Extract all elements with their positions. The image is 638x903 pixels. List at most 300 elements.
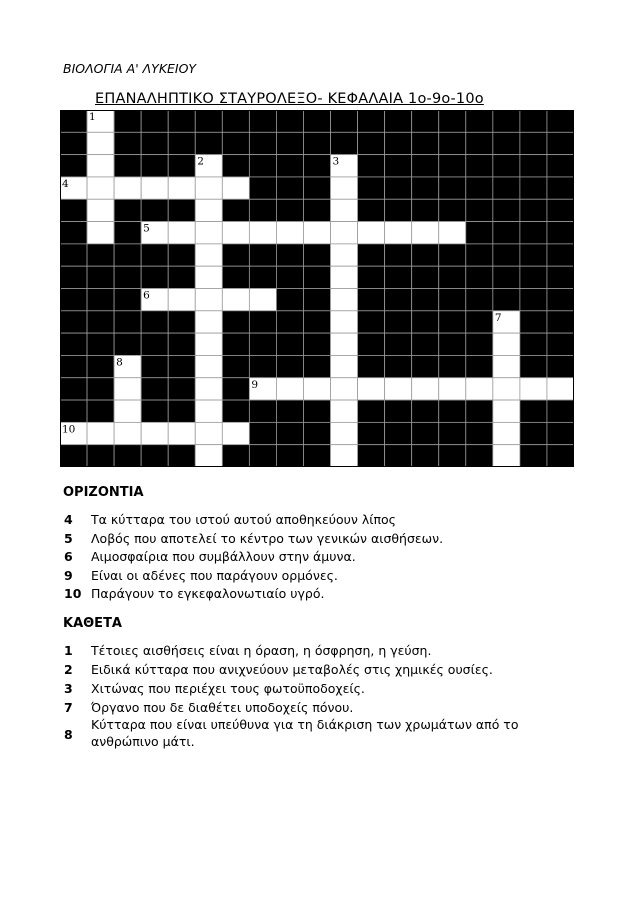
crossword-cell-blocked [303,132,330,154]
crossword-cell-blocked [520,266,547,288]
crossword-cell-blocked [547,177,574,199]
crossword-cell-open[interactable] [276,222,303,244]
crossword-clue-label: 1 [89,111,96,123]
crossword-cell-open[interactable] [331,445,358,467]
crossword-cell-blocked [114,445,141,467]
crossword-cell-blocked [141,266,168,288]
crossword-cell-blocked [303,311,330,333]
crossword-cell-blocked [87,400,114,422]
crossword-cell-blocked [358,155,385,177]
crossword-cell-blocked [222,400,249,422]
crossword-cell-blocked [493,110,520,132]
crossword-cell-open[interactable] [195,177,222,199]
crossword-clue-label: 5 [143,222,150,235]
crossword-cell-blocked [222,244,249,266]
crossword-cell-blocked [358,199,385,221]
crossword-cell-blocked [439,422,466,444]
across-clue-text: Παράγουν το εγκεφαλονωτιαίο υγρό. [91,586,325,601]
crossword-cell-blocked [385,155,412,177]
crossword-cell-blocked [493,244,520,266]
crossword-cell-blocked [276,422,303,444]
crossword-cell-blocked [331,132,358,154]
crossword-cell-blocked [249,177,276,199]
crossword-cell-blocked [141,155,168,177]
crossword-cell-blocked [303,177,330,199]
crossword-cell-blocked [358,177,385,199]
down-clue-number: 2 [64,662,73,677]
crossword-cell-blocked [547,110,574,132]
crossword-cell-blocked [466,222,493,244]
crossword-cell-blocked [466,311,493,333]
crossword-cell-blocked [222,110,249,132]
crossword-cell-blocked [276,355,303,377]
crossword-cell-blocked [114,333,141,355]
crossword-cell-open[interactable] [331,199,358,221]
crossword-cell-blocked [168,266,195,288]
crossword-cell-blocked [168,378,195,400]
crossword-cell-blocked [547,132,574,154]
crossword-cell-open[interactable] [222,177,249,199]
crossword-cell-blocked [439,445,466,467]
crossword-cell-blocked [358,311,385,333]
crossword-cell-open[interactable] [493,400,520,422]
crossword-cell-blocked [439,155,466,177]
crossword-cell-blocked [358,266,385,288]
crossword-cell-blocked [168,400,195,422]
crossword-cell-blocked [466,266,493,288]
crossword-cell-blocked [303,266,330,288]
crossword-cell-open[interactable] [331,311,358,333]
crossword-cell-blocked [358,244,385,266]
crossword-cell-blocked [385,132,412,154]
crossword-cell-open[interactable] [547,378,574,400]
crossword-cell-blocked [60,110,87,132]
down-clue-text: Όργανο που δε διαθέτει υποδοχείς πόνου. [91,700,354,715]
crossword-cell-blocked [141,132,168,154]
crossword-cell-blocked [358,422,385,444]
crossword-cell-blocked [412,110,439,132]
crossword-cell-open[interactable] [222,289,249,311]
crossword-cell-open[interactable] [493,355,520,377]
crossword-cell-open[interactable] [358,222,385,244]
crossword-cell-blocked [60,155,87,177]
crossword-cell-blocked [303,333,330,355]
crossword-clue-label: 3 [332,155,340,168]
crossword-cell-blocked [168,244,195,266]
crossword-cell-blocked [303,155,330,177]
crossword-cell-blocked [60,311,87,333]
crossword-cell-blocked [141,355,168,377]
down-clue-text: Ειδικά κύτταρα που ανιχνεύουν μεταβολές στις χημικές ουσίες. [91,662,493,677]
across-clue-number: 4 [64,512,73,527]
crossword-cell-blocked [439,289,466,311]
crossword-cell-blocked [412,355,439,377]
crossword-cell-blocked [141,400,168,422]
crossword-cell-blocked [547,422,574,444]
crossword-cell-blocked [114,311,141,333]
crossword-cell-blocked [276,445,303,467]
crossword-cell-open[interactable] [114,400,141,422]
crossword-cell-blocked [412,244,439,266]
down-clue-number: 3 [64,681,73,696]
crossword-cell-blocked [60,266,87,288]
crossword-cell-blocked [114,110,141,132]
crossword-cell-open[interactable] [195,311,222,333]
crossword-cell-blocked [60,355,87,377]
crossword-cell-blocked [466,445,493,467]
crossword-clue-label: 2 [197,155,204,168]
crossword-cell-blocked [276,266,303,288]
crossword-cell-open[interactable] [222,222,249,244]
crossword-cell-blocked [466,422,493,444]
crossword-cell-blocked [520,177,547,199]
crossword-cell-blocked [493,177,520,199]
across-clue-text: Λοβός που αποτελεί το κέντρο των γενικών αισθήσεων. [91,531,444,546]
crossword-cell-blocked [412,333,439,355]
crossword-clue-label: 8 [116,356,123,369]
crossword-cell-blocked [520,355,547,377]
crossword-cell-blocked [385,289,412,311]
crossword-clue-label: 4 [62,177,69,190]
crossword-cell-blocked [249,311,276,333]
crossword-cell-blocked [87,289,114,311]
crossword-cell-open[interactable] [331,333,358,355]
down-clue-text: Κύτταρα που είναι υπεύθυνα για τη διάκριση των χρωμάτων από το ανθρώπινο μάτι. [91,717,519,749]
crossword-cell-blocked [303,289,330,311]
crossword-cell-blocked [385,244,412,266]
crossword-cell-blocked [439,333,466,355]
crossword-cell-open[interactable] [412,222,439,244]
crossword-cell-blocked [249,333,276,355]
crossword-cell-blocked [60,445,87,467]
crossword-cell-blocked [222,378,249,400]
crossword-cell-open[interactable] [331,378,358,400]
crossword-cell-open[interactable] [168,422,195,444]
crossword-cell-blocked [87,355,114,377]
crossword-cell-open[interactable] [195,333,222,355]
crossword-cell-blocked [303,244,330,266]
crossword-cell-blocked [303,422,330,444]
crossword-cell-blocked [60,333,87,355]
crossword-cell-blocked [466,199,493,221]
crossword-cell-blocked [87,378,114,400]
crossword-cell-blocked [412,445,439,467]
crossword-cell-blocked [547,400,574,422]
crossword-cell-open[interactable] [87,222,114,244]
crossword-cell-open[interactable] [493,422,520,444]
crossword-cell-open[interactable] [195,244,222,266]
crossword-cell-open[interactable] [195,355,222,377]
crossword-cell-open[interactable] [493,445,520,467]
crossword-cell-blocked [385,266,412,288]
crossword-cell-blocked [358,333,385,355]
crossword-cell-open[interactable] [195,222,222,244]
crossword-cell-blocked [168,155,195,177]
crossword-cell-open[interactable] [331,289,358,311]
crossword-cell-blocked [493,222,520,244]
crossword-cell-blocked [358,445,385,467]
crossword-cell-blocked [466,355,493,377]
crossword-cell-blocked [141,378,168,400]
crossword-cell-open[interactable] [439,222,466,244]
crossword-cell-blocked [249,155,276,177]
crossword-cell-open[interactable] [493,333,520,355]
crossword-cell-blocked [141,199,168,221]
crossword-cell-open[interactable] [141,422,168,444]
crossword-cell-blocked [358,110,385,132]
crossword-cell-blocked [114,244,141,266]
crossword-cell-blocked [276,333,303,355]
crossword-cell-open[interactable] [141,177,168,199]
crossword-cell-blocked [87,244,114,266]
crossword-cell-blocked [222,199,249,221]
down-clue-text: Τέτοιες αισθήσεις είναι η όραση, η όσφρηση, η γεύση. [91,643,432,658]
crossword-cell-blocked [547,266,574,288]
crossword-cell-blocked [439,199,466,221]
crossword-cell-open[interactable] [331,355,358,377]
crossword-cell-blocked [168,333,195,355]
crossword-cell-blocked [114,266,141,288]
crossword-cell-open[interactable] [168,177,195,199]
crossword-cell-open[interactable] [195,289,222,311]
crossword-cell-blocked [222,311,249,333]
crossword-cell-blocked [358,289,385,311]
crossword-cell-open[interactable] [87,199,114,221]
crossword-cell-blocked [114,155,141,177]
crossword-cell-open[interactable] [87,155,114,177]
crossword-cell-blocked [466,400,493,422]
crossword-cell-blocked [439,244,466,266]
course-header: ΒΙΟΛΟΓΙΑ Α' ΛΥΚΕΙΟΥ [63,61,197,76]
crossword-cell-blocked [249,199,276,221]
crossword-cell-blocked [547,199,574,221]
down-clue-number: 1 [64,643,73,658]
crossword-cell-blocked [249,132,276,154]
crossword-cell-open[interactable] [195,445,222,467]
crossword-cell-open[interactable] [358,378,385,400]
crossword-cell-blocked [249,244,276,266]
crossword-cell-blocked [303,110,330,132]
crossword-cell-blocked [222,333,249,355]
across-clue-number: 9 [64,568,73,583]
crossword-cell-blocked [466,177,493,199]
crossword-cell-blocked [520,244,547,266]
crossword-cell-blocked [520,222,547,244]
crossword-cell-blocked [60,289,87,311]
crossword-cell-blocked [466,155,493,177]
crossword-cell-open[interactable] [249,222,276,244]
crossword-cell-blocked [141,244,168,266]
crossword-cell-blocked [222,445,249,467]
crossword-cell-open[interactable] [87,422,114,444]
crossword-cell-open[interactable] [87,132,114,154]
crossword-cell-blocked [547,222,574,244]
crossword-cell-blocked [439,132,466,154]
crossword-cell-open[interactable] [195,378,222,400]
across-clue-number: 5 [64,531,73,546]
crossword-cell-open[interactable] [331,422,358,444]
crossword-cell-blocked [276,400,303,422]
crossword-cell-open[interactable] [222,422,249,444]
crossword-clue-label: 6 [143,289,150,302]
crossword-cell-blocked [114,132,141,154]
crossword-cell-blocked [412,422,439,444]
crossword-cell-blocked [168,132,195,154]
crossword-clue-label: 7 [494,311,502,324]
crossword-cell-blocked [168,355,195,377]
crossword-cell-open[interactable] [331,177,358,199]
crossword-cell-open[interactable] [331,222,358,244]
crossword-cell-blocked [493,132,520,154]
crossword-cell-open[interactable] [114,422,141,444]
crossword-cell-blocked [520,155,547,177]
crossword-cell-blocked [493,199,520,221]
crossword-cell-blocked [358,355,385,377]
crossword-cell-open[interactable] [195,422,222,444]
crossword-cell-blocked [60,378,87,400]
crossword-cell-blocked [249,355,276,377]
crossword-cell-open[interactable] [466,378,493,400]
crossword-cell-blocked [520,199,547,221]
crossword-cell-blocked [303,355,330,377]
crossword-cell-blocked [547,289,574,311]
crossword-cell-blocked [276,110,303,132]
across-heading: ΟΡΙΖΟΝΤΙΑ [63,485,144,500]
down-clue-number: 7 [64,700,73,715]
crossword-cell-open[interactable] [303,378,330,400]
crossword-cell-open[interactable] [331,244,358,266]
crossword-cell-blocked [439,400,466,422]
crossword-cell-blocked [520,333,547,355]
crossword-cell-blocked [520,400,547,422]
crossword-cell-blocked [141,311,168,333]
crossword-cell-blocked [385,400,412,422]
crossword-cell-blocked [466,333,493,355]
crossword-cell-blocked [276,199,303,221]
crossword-cell-blocked [249,400,276,422]
crossword-cell-open[interactable] [168,222,195,244]
crossword-cell-open[interactable] [195,199,222,221]
crossword-clue-label: 10 [62,423,76,436]
across-clue-text: Αιμοσφαίρια που συμβάλλουν στην άμυνα. [91,549,356,564]
crossword-cell-blocked [114,289,141,311]
crossword-cell-blocked [412,266,439,288]
crossword-cell-blocked [303,445,330,467]
crossword-cell-blocked [114,199,141,221]
crossword-cell-blocked [385,311,412,333]
crossword-cell-blocked [520,110,547,132]
crossword-cell-blocked [466,289,493,311]
crossword-cell-blocked [358,132,385,154]
crossword-cell-blocked [195,132,222,154]
crossword-cell-blocked [520,445,547,467]
crossword-cell-blocked [276,244,303,266]
crossword-cell-blocked [276,289,303,311]
crossword-cell-open[interactable] [493,378,520,400]
crossword-cell-blocked [493,155,520,177]
crossword-cell-blocked [168,110,195,132]
crossword-cell-blocked [87,266,114,288]
down-clue-text: Χιτώνας που περιέχει τους φωτοϋποδοχείς. [91,681,365,696]
across-clue-number: 10 [64,586,82,601]
crossword-cell-open[interactable] [87,177,114,199]
crossword-cell-blocked [141,333,168,355]
crossword-cell-blocked [520,289,547,311]
crossword-cell-blocked [195,110,222,132]
crossword-cell-blocked [303,400,330,422]
crossword-cell-blocked [168,445,195,467]
crossword-cell-blocked [520,422,547,444]
crossword-cell-blocked [385,199,412,221]
down-clue-number: 8 [64,727,73,742]
crossword-cell-blocked [114,222,141,244]
crossword-cell-blocked [439,110,466,132]
crossword-cell-blocked [303,199,330,221]
crossword-cell-open[interactable] [439,378,466,400]
crossword-cell-open[interactable] [412,378,439,400]
crossword-cell-blocked [358,400,385,422]
crossword-cell-blocked [412,289,439,311]
crossword-cell-open[interactable] [114,177,141,199]
crossword-cell-open[interactable] [249,289,276,311]
crossword-cell-blocked [60,132,87,154]
crossword-cell-open[interactable] [195,400,222,422]
crossword-cell-blocked [222,266,249,288]
crossword-cell-blocked [547,155,574,177]
crossword-cell-blocked [60,244,87,266]
crossword-cell-blocked [168,311,195,333]
crossword-cell-blocked [222,355,249,377]
crossword-cell-blocked [87,311,114,333]
crossword-cell-blocked [276,132,303,154]
crossword-cell-open[interactable] [276,378,303,400]
crossword-cell-blocked [60,199,87,221]
crossword-cell-blocked [466,110,493,132]
crossword-cell-blocked [547,244,574,266]
crossword-cell-blocked [168,199,195,221]
crossword-cell-blocked [249,422,276,444]
crossword-grid [60,110,574,467]
down-heading: ΚΑΘΕΤΑ [63,616,122,631]
crossword-cell-open[interactable] [303,222,330,244]
crossword-cell-blocked [547,445,574,467]
crossword-cell-open[interactable] [385,378,412,400]
crossword-cell-blocked [385,445,412,467]
crossword-cell-blocked [412,132,439,154]
crossword-cell-open[interactable] [385,222,412,244]
across-clue-text: Τα κύτταρα του ιστού αυτού αποθηκεύουν λίπος [91,512,396,527]
crossword-cell-blocked [493,266,520,288]
crossword-cell-blocked [87,445,114,467]
crossword-cell-open[interactable] [195,266,222,288]
crossword-cell-blocked [331,110,358,132]
crossword-cell-open[interactable] [331,266,358,288]
crossword-cell-blocked [412,155,439,177]
crossword-cell-blocked [87,333,114,355]
crossword-cell-open[interactable] [520,378,547,400]
crossword-cell-blocked [385,333,412,355]
crossword-cell-blocked [141,110,168,132]
across-clue-number: 6 [64,549,73,564]
crossword-cell-blocked [547,355,574,377]
crossword-cell-blocked [249,266,276,288]
crossword-cell-open[interactable] [168,289,195,311]
crossword-cell-blocked [547,311,574,333]
crossword-cell-blocked [385,422,412,444]
crossword-cell-open[interactable] [331,400,358,422]
crossword-cell-blocked [439,311,466,333]
crossword-cell-open[interactable] [114,378,141,400]
